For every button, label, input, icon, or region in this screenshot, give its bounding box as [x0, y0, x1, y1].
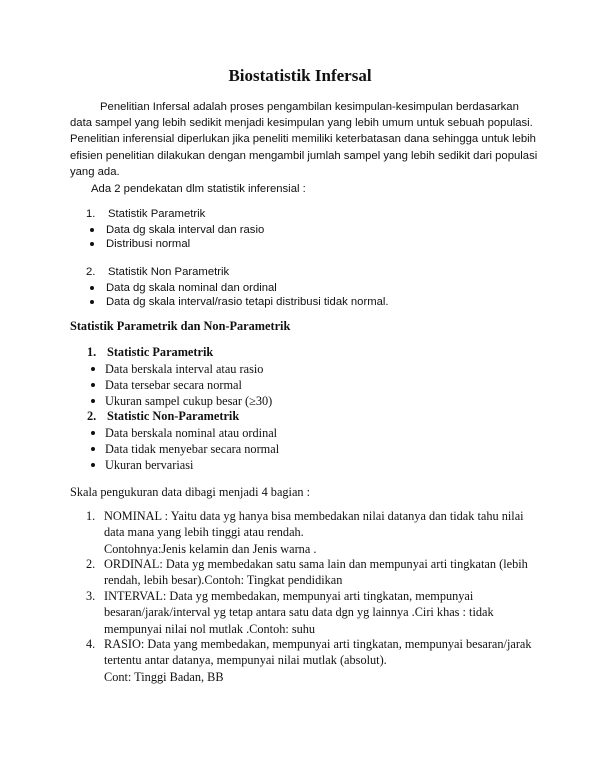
- bullet-icon: [90, 300, 94, 304]
- scale-3-number: 3.: [86, 589, 96, 603]
- scale-item-interval: [86, 588, 556, 637]
- scale-4-number: 4.: [86, 637, 96, 651]
- approach-2-number: 2.: [86, 266, 96, 278]
- document-page: Biostatistik Infersal Penelitian Infersal adalah proses pengambilan kesimpulan-kesimpulan berdasarkan data sampel yang lebih sedikit menjadi kesimpulan yang lebih umum untuk sebuah populasi. Penelitian inferensial diperlukan jika peneliti memiliki keterbatasan dana sehingga untuk lebih efisien penelitian dilakukan dengan mengambil jumlah sampel yang lebih sedikit dari populasi yang ada. Ada 2 pendekatan dlm statistik inferensial : 1. Statistik Parametrik Data dg skala interval dan rasio Distribusi normal 2. Statistik Non Parametrik Data dg skala nominal dan ordinal Data dg skala interval/rasio tetapi distribusi tidak normal. Statistik Parametrik dan Non-Parametrik 1. Statistic Parametrik Data berskala interval atau rasio Data tersebar secara normal Ukuran sampel cukup besar (≥30) 2. Statistic Non-Parametrik Data berskala nominal atau ordinal Data tidak menyebar secara normal Ukuran bervariasi Skala pengukuran data dibagi menjadi 4 bagian : 1. NOMINAL : Yaitu data yg hanya bisa membedakan nilai datanya dan tidak tahu nilai data mana yang lebih tinggi atau rendah. Contohnya:Jenis kelamin dan Jenis warna . 2. ORDINAL: Data yg membedakan satu sama lain dan mempunyai arti tingkatan (lebih rendah, lebih besar).Contoh: Tingkat pendidikan 3. INTERVAL: Data yg membedakan, mempunyai arti tingkatan, mempunyai besaran/jarak/interval yg tetap antara satu data dgn yg lainnya .Ciri khas : tidak mempunyai nilai nol mutlak .Contoh: suhu 4. RASIO: Data yang membedakan, mempunyai arti tingkatan, mempunyai besaran/jarak tertentu antar datanya, mempunyai nilai mutlak (absolut). Cont: Tinggi Badan, BB: [0, 0, 600, 776]
- approach-1-heading: [86, 206, 206, 222]
- bullet-icon: [90, 242, 94, 246]
- intro-line-rest: data sampel yang lebih sedikit menjadi kesimpulan yang lebih umum untuk sebuah populasi. Penelitian inferensial diperlukan jika peneliti memiliki keterbatasan dana sehingga untuk lebih efisien penelitian dilakukan dengan mengambil jumlah sampel yang lebih sedikit dari populasi yang ada.: [70, 117, 538, 178]
- scale-1-line-1: NOMINAL : Yaitu data yg hanya bisa membedakan nilai datanya dan tidak tahu nilai: [104, 509, 524, 523]
- scale-1-number: 1.: [86, 509, 96, 523]
- scale-3-line-1: INTERVAL: Data yg membedakan, mempunyai arti tingkatan, mempunyai: [104, 589, 474, 603]
- intro-paragraph: [70, 99, 540, 180]
- intro-line-1: Penelitian Infersal adalah proses pengambilan kesimpulan-kesimpulan berdasarkan: [100, 101, 519, 113]
- section-1-heading: [87, 345, 214, 360]
- bullet-icon: [90, 228, 94, 232]
- section-2-title: Statistic Non-Parametrik: [107, 409, 240, 423]
- bullet-icon: [91, 447, 95, 451]
- section-1-title: Statistic Parametrik: [107, 345, 214, 359]
- scale-4-line-2: tertentu antar datanya, mempunyai nilai mutlak (absolut).: [104, 653, 387, 668]
- section-2-number: 2.: [87, 409, 97, 423]
- scale-3-line-3: mempunyai nilai nol mutlak .Contoh: suhu: [104, 621, 316, 636]
- section-2-heading: [87, 409, 240, 424]
- bullet-icon: [91, 399, 95, 403]
- scale-4-line-1: RASIO: Data yang membedakan, mempunyai arti tingkatan, mempunyai besaran/jarak: [104, 637, 532, 651]
- bullet-icon: [91, 383, 95, 387]
- page-title: Biostatistik Infersal: [228, 66, 372, 85]
- scale-1-line-3: Contohnya:Jenis kelamin dan Jenis warna .: [104, 541, 317, 556]
- bullet-icon: [90, 286, 94, 290]
- scale-item-rasio: [86, 636, 556, 685]
- approach-2-title: Statistik Non Parametrik: [108, 266, 230, 278]
- approach-intro: Ada 2 pendekatan dlm statistik inferensial :: [91, 183, 306, 195]
- bullet-icon: [91, 367, 95, 371]
- bullet-icon: [91, 463, 95, 467]
- scale-intro: Skala pengukuran data dibagi menjadi 4 bagian :: [70, 485, 311, 499]
- scale-3-line-2: besaran/jarak/interval yg tetap antara satu data dgn yg lainnya .Ciri khas : tidak: [104, 605, 494, 620]
- scale-2-number: 2.: [86, 557, 96, 571]
- scale-1-line-2: data mana yang lebih tinggi atau rendah.: [104, 525, 304, 540]
- scale-item-ordinal: [86, 556, 556, 589]
- approach-1-title: Statistik Parametrik: [108, 208, 206, 220]
- scale-4-line-3: Cont: Tinggi Badan, BB: [104, 669, 224, 684]
- scale-item-nominal: [86, 508, 556, 557]
- section-1-number: 1.: [87, 345, 97, 359]
- section-heading: Statistik Parametrik dan Non-Parametrik: [70, 319, 291, 333]
- approach-1-number: 1.: [86, 208, 96, 220]
- bullet-icon: [91, 431, 95, 435]
- scale-2-line-1: ORDINAL: Data yg membedakan satu sama lain dan mempunyai arti tingkatan (lebih: [104, 557, 528, 571]
- scale-2-line-2: rendah, lebih besar).Contoh: Tingkat pendidikan: [104, 573, 343, 588]
- approach-2-heading: [86, 264, 230, 280]
